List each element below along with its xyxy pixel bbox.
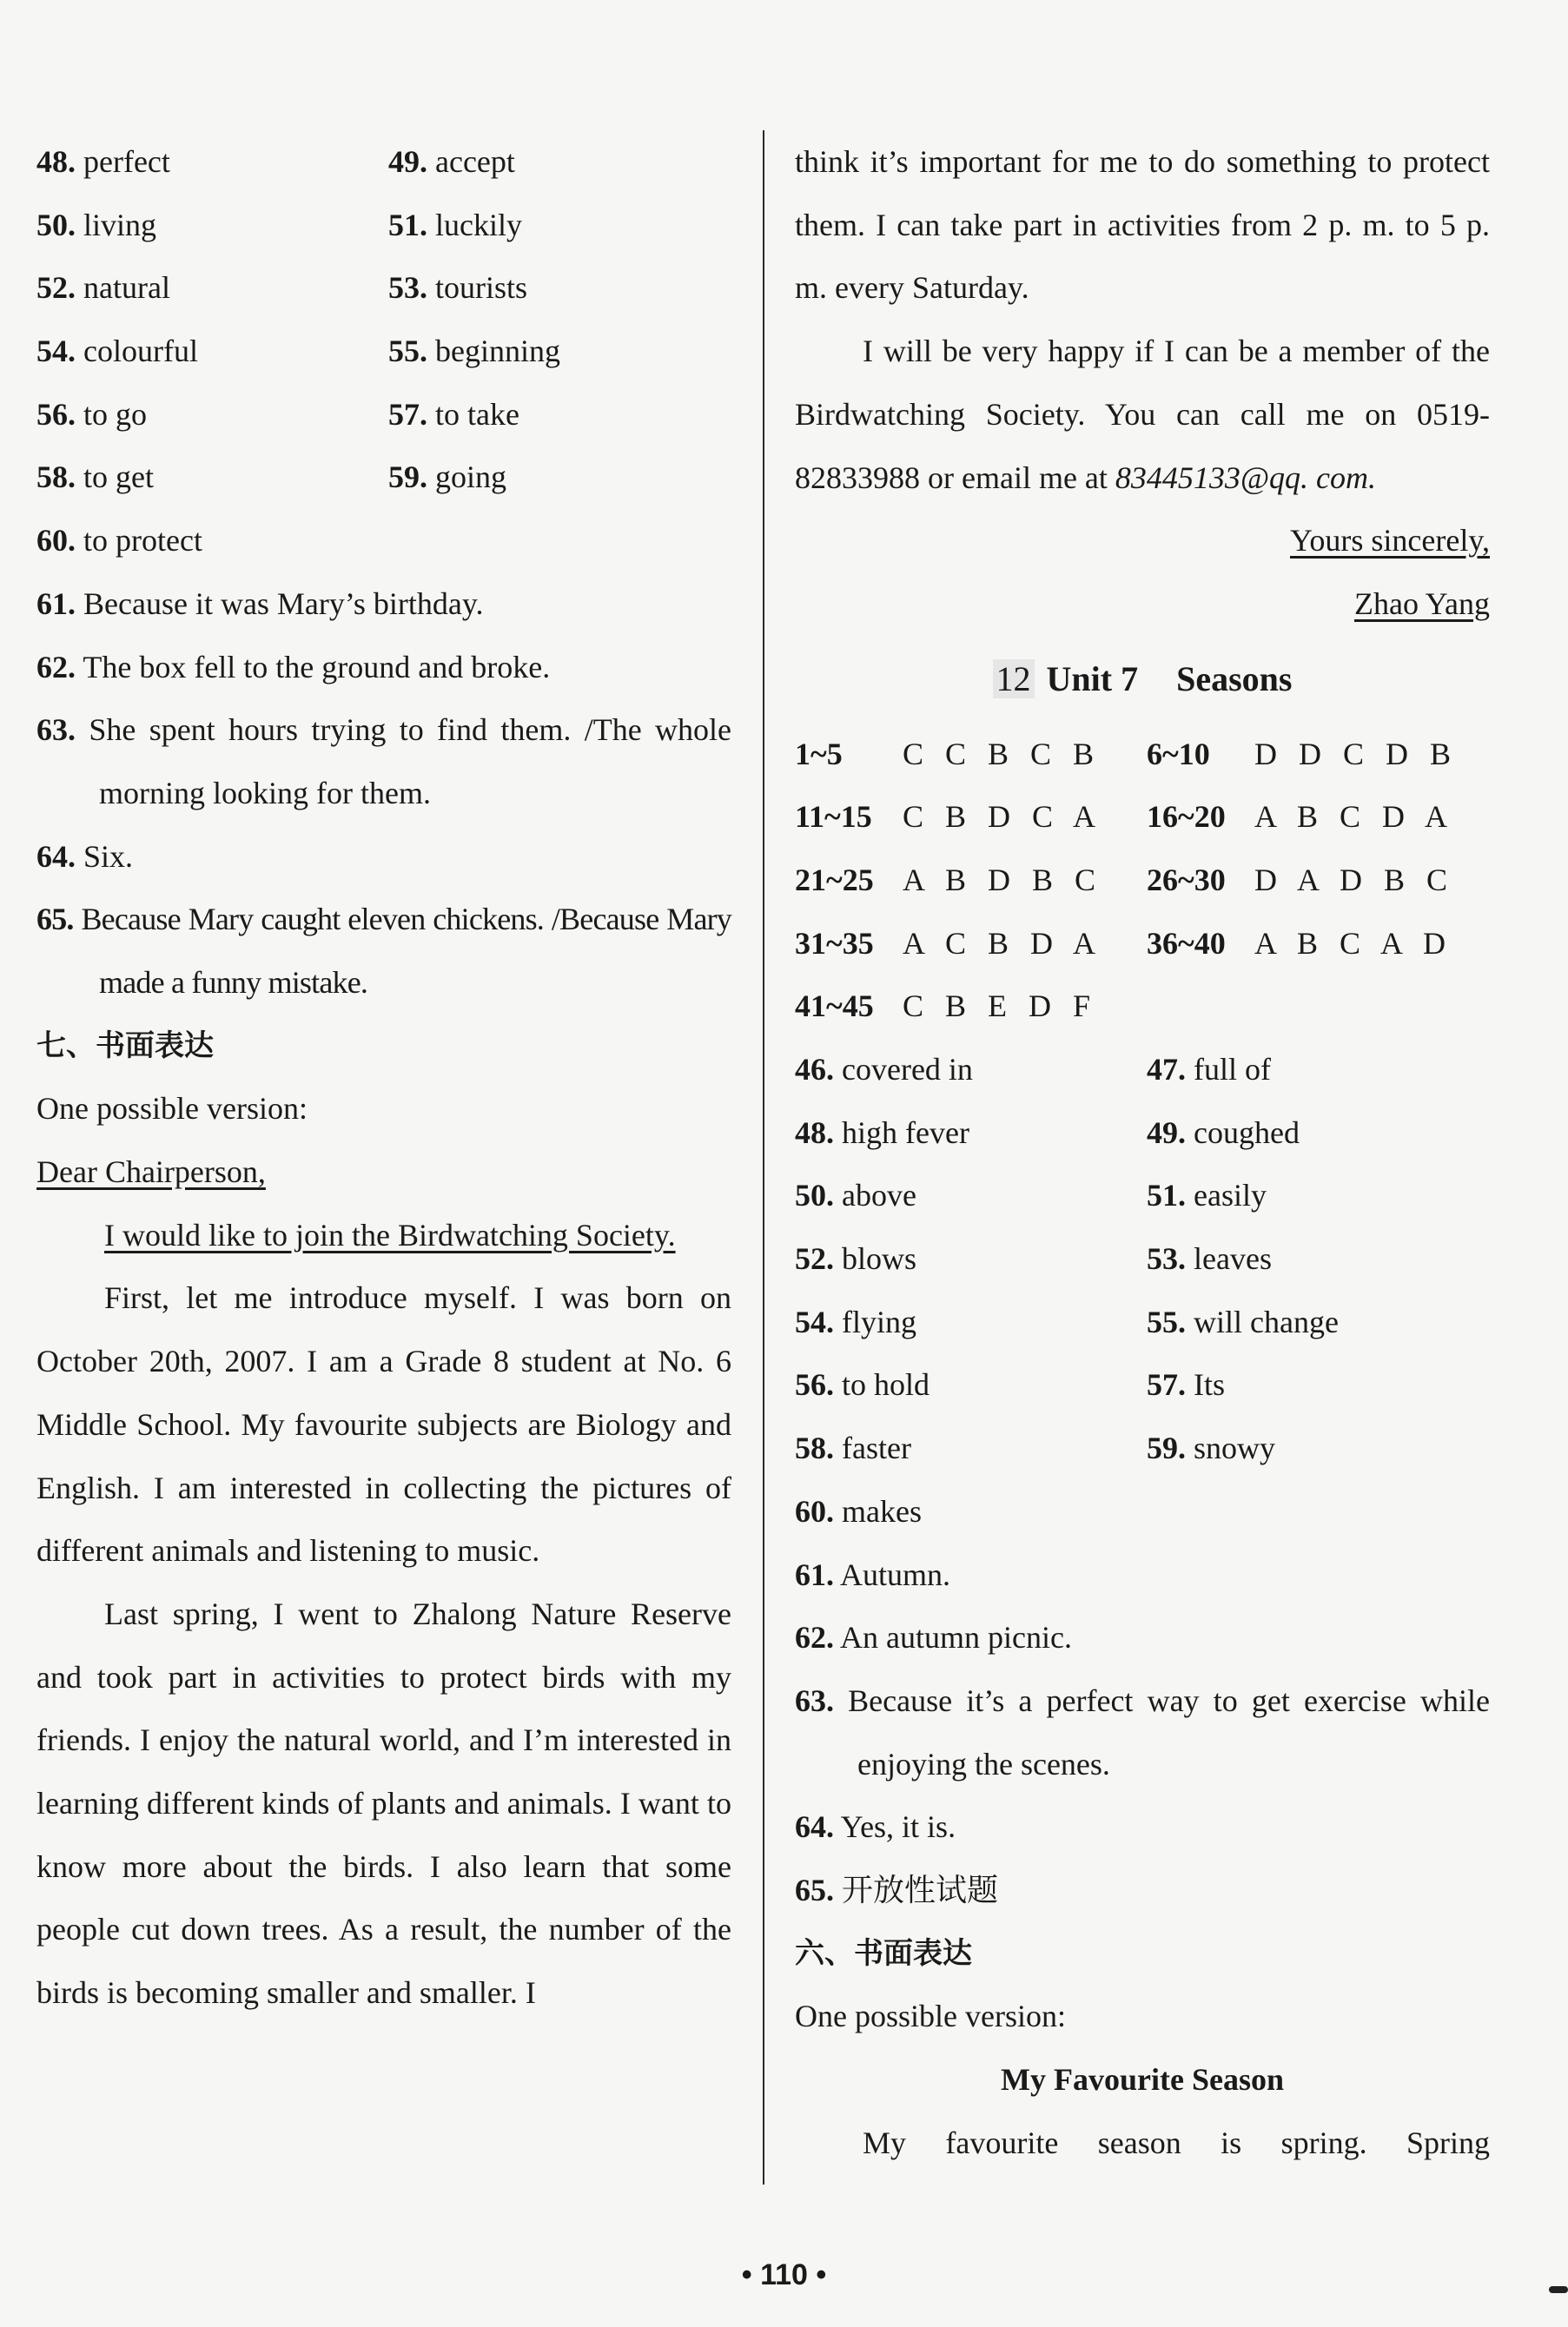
- answer-item: 48. high fever: [795, 1114, 969, 1150]
- letter-paragraph: I will be very happy if I can be a member of the Birdwatching Society. You can call me on 0519-82833988 or email me at 83445133@qq. com.: [795, 334, 1490, 495]
- answer-item: 56. to hold: [795, 1367, 930, 1403]
- mc-row: [795, 785, 1490, 849]
- section-heading: 六、书面表达: [795, 1935, 972, 1971]
- page-number: • 110 •: [741, 2258, 827, 2291]
- answer-item: 47. full of: [1147, 1052, 1271, 1087]
- edge-mark: [1549, 2286, 1568, 2293]
- answer-pair-row: [795, 1353, 1490, 1417]
- answer-item: 57. Its: [1147, 1367, 1225, 1403]
- unit-title: [795, 636, 1490, 723]
- letter-paragraph: I would like to join the Birdwatching Society.: [104, 1217, 676, 1253]
- answer-pair-row: [36, 194, 731, 257]
- answer-item: 62. The box fell to the ground and broke.: [36, 649, 551, 684]
- answer-pair-row: [36, 256, 731, 320]
- answer-item: 65. Because Mary caught eleven chickens. /Because Mary made a funny mistake.: [36, 902, 732, 1000]
- mc-row: [795, 912, 1490, 975]
- answer-item: 49. coughed: [1147, 1114, 1300, 1150]
- answer-item: 60. to protect: [36, 523, 202, 559]
- mc-group: 21~25 A B D B C: [795, 862, 1103, 897]
- answer-item: 62. An autumn picnic.: [795, 1620, 1072, 1656]
- answer-item: 61. Because it was Mary’s birthday.: [36, 585, 484, 621]
- mc-row: [795, 849, 1490, 912]
- answer-item: 52. blows: [795, 1241, 917, 1277]
- answer-item: 59. going: [388, 459, 507, 495]
- answer-item: 55. beginning: [388, 334, 560, 369]
- intro-text: One possible version:: [36, 1091, 308, 1127]
- intro-text: One possible version:: [795, 1999, 1066, 2034]
- answer-item: 64. Six.: [36, 838, 134, 874]
- letter-paragraph: First, let me introduce myself. I was born on October 20th, 2007. I am a Grade 8 student at No. 6 Middle School. My favourite subjects are Biology and English. I am interested in collecting the pictures of different animals and listening to music.: [36, 1280, 731, 1569]
- column-divider: [763, 130, 764, 2185]
- answer-item: 59. snowy: [1147, 1431, 1276, 1466]
- answer-item: 50. living: [36, 207, 157, 242]
- answer-pair-row: [795, 1417, 1490, 1480]
- answer-item: 63. She spent hours trying to find them. /The whole morning looking for them.: [36, 712, 731, 810]
- answer-item: 60. makes: [795, 1493, 922, 1529]
- answer-item: 53. leaves: [1147, 1241, 1272, 1277]
- unit-label: Unit 7: [1046, 658, 1139, 698]
- answer-item: 61. Autumn.: [795, 1557, 951, 1592]
- answer-pair-row: [36, 446, 731, 509]
- mc-group: 26~30 D A D B C: [1147, 862, 1455, 897]
- mc-row: 41~45 C B E D F: [795, 988, 1098, 1024]
- letter-paragraph-continued: think it’s important for me to do something to protect them. I can take part in activities from 2 p. m. to 5 p. m. every Saturday.: [795, 144, 1490, 306]
- answer-item: 55. will change: [1147, 1304, 1339, 1339]
- answer-pair-row: [36, 383, 731, 446]
- answer-item: 48. perfect: [36, 144, 170, 179]
- mc-group: 36~40 A B C A D: [1147, 925, 1453, 961]
- mc-group: 6~10 D D C D B: [1147, 736, 1459, 771]
- mc-group: 16~20 A B C D A: [1147, 799, 1455, 835]
- answer-item: 58. faster: [795, 1431, 911, 1466]
- email-address: 83445133@qq. com.: [1115, 459, 1377, 495]
- letter-signature: Zhao Yang: [1353, 585, 1490, 621]
- answer-pair-row: [795, 1227, 1490, 1291]
- answer-item: 51. luckily: [388, 207, 522, 242]
- answer-pair-row: [795, 1038, 1490, 1101]
- letter-salutation: Dear Chairperson,: [36, 1154, 266, 1190]
- answer-item: 54. flying: [795, 1304, 916, 1339]
- answer-pair-row: [795, 1291, 1490, 1354]
- mc-row: [795, 723, 1490, 786]
- essay-paragraph: My favourite season is spring. Spring: [863, 2125, 1490, 2160]
- answer-item: 54. colourful: [36, 334, 198, 369]
- answer-item: 63. Because it’s a perfect way to get exercise while enjoying the scenes.: [795, 1682, 1491, 1782]
- answer-item: 58. to get: [36, 459, 154, 495]
- answer-item: 53. tourists: [388, 270, 528, 306]
- answer-item: 65. 开放性试题: [795, 1873, 999, 1907]
- unit-number-badge: 12: [993, 659, 1035, 698]
- answer-pair-row: [36, 130, 731, 194]
- right-column: [795, 130, 1490, 2174]
- answer-item: 49. accept: [388, 144, 515, 179]
- unit-name: Seasons: [1176, 658, 1293, 698]
- section-heading: 七、书面表达: [36, 1028, 214, 1063]
- left-column: [36, 130, 731, 2025]
- answer-item: 56. to go: [36, 396, 148, 432]
- letter-closing: Yours sincerely,: [1290, 523, 1490, 559]
- multiple-choice-answers: [795, 723, 1490, 975]
- answer-pair-row: [795, 1164, 1490, 1227]
- answer-item: 57. to take: [388, 396, 519, 432]
- answer-item: 64. Yes, it is.: [795, 1809, 956, 1845]
- mc-group: 11~15 C B D C A: [795, 799, 1103, 835]
- essay-title: My Favourite Season: [1001, 2062, 1284, 2098]
- answer-pair-row: [36, 320, 731, 383]
- mc-group: 1~5 C C B C B: [795, 736, 1102, 771]
- answer-item: 46. covered in: [795, 1052, 973, 1087]
- right-answer-pairs: [795, 1038, 1490, 1480]
- answer-pair-row: [795, 1101, 1490, 1165]
- answer-item: 52. natural: [36, 270, 170, 306]
- answer-item: 50. above: [795, 1178, 916, 1213]
- mc-group: 31~35 A C B D A: [795, 925, 1103, 961]
- answer-item: 51. easily: [1147, 1178, 1267, 1213]
- left-answer-pairs: [36, 130, 731, 509]
- letter-paragraph: Last spring, I went to Zhalong Nature Reserve and took part in activities to protect birds with my friends. I enjoy the natural world, and I’m interested in learning different kinds of plants and animals. I want to know more about the birds. I also learn that some people cut down trees. As a result, the number of the birds is becoming smaller and smaller. I: [36, 1596, 731, 2011]
